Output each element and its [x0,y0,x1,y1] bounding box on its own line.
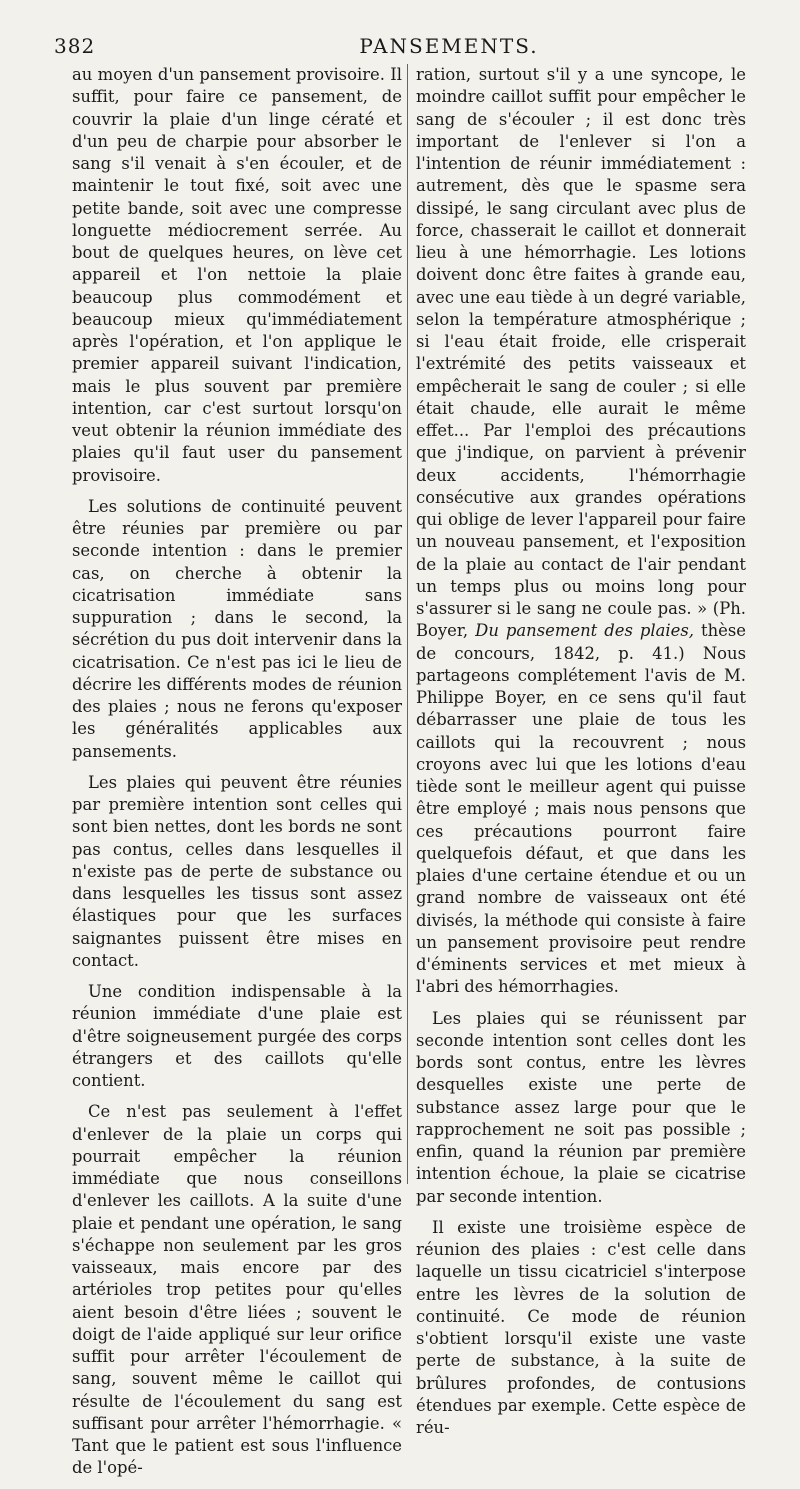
right-column [416,64,746,1448]
paragraph [416,64,746,999]
running-title: PANSEMENTS. [359,34,539,58]
citation-title: Du pansement des plaies, [475,621,694,641]
paragraph: Une condition indispensable à la réunion immédiate d'une plaie est d'être soigneusement purgée des corps étrangers et des caillots qu'elle contient. [72,982,402,1090]
paragraph-text: ration, surtout s'il y a une syncope, le moindre caillot suffit pour empêcher le sang de s'écouler ; il est donc très important de l'enlever si l'on a l'intention de réunir immédiatement : autrement, dès que le spasme sera dissipé, le sang circulant avec plus de force, chasserait le caillot et donnerait lieu à une hémorrhagie. Les lotions doivent donc être faites à grande eau, avec une eau tiède à un degré variable, selon la température atmosphérique ; si l'eau était froide, elle crisperait l'extrémité des petits vaisseaux et empêcherait le sang de couler ; si elle était chaude, elle aurait le même effet... Par l'emploi des précautions que j'indique, on parvient à prévenir deux accidents, l'hémorrhagie consécutive aux grandes opérations qui oblige de lever l'appareil pour faire un nouveau pansement, et l'exposition de la plaie au contact de l'air pendant un temps plus ou moins long pour s'assurer si le sang ne coule pas. » (Ph. Boyer, [416,65,746,641]
paragraph: Les plaies qui se réunissent par seconde intention sont celles dont les bords sont contus, entre les lèvres desquelles existe une perte de substance assez large pour que le rapprochement ne soit pas possible ; enfin, quand la réunion par première intention échoue, la plaie se cicatrise par seconde intention. [416,1008,746,1206]
page-number: 382 [54,34,96,58]
paragraph: Ce n'est pas seulement à l'effet d'enlever de la plaie un corps qui pourrait empêcher la réunion immédiate que nous conseillons d'enlever les caillots. A la suite d'une plaie et pendant une opération, le sang s'échappe non seulement par les gros vaisseaux, mais encore par des artérioles trop petites pour qu'elles aient besoin d'être liées ; souvent le doigt de l'aide appliqué sur leur orifice suffit pour arrêter l'écoulement de sang, souvent même le caillot qui résulte de l'écoulement du sang est suffisant pour arrêter l'hémorrhagie. « Tant que le patient est sous l'influence de l'opé- [72,1102,402,1478]
left-column [72,64,402,1489]
paragraph: Les solutions de continuité peuvent être réunies par première ou par seconde intention : dans le premier cas, on cherche à obtenir la cicatrisation immédiate sans suppuration ; dans le second, la sécrétion du pus doit intervenir dans la cicatrisation. Ce n'est pas ici le lieu de décrire les différents modes de réunion des plaies ; nous ne ferons qu'exposer les généralités applicables aux pansements. [72,496,402,761]
paragraph-text: thèse de concours, 1842, p. 41.) Nous partageons complétement l'avis de M. Philippe Boyer, en ce sens qu'il faut débarrasser une plaie de tous les caillots qui la recouvrent ; nous croyons avec lui que les lotions d'eau tiède sont le meilleur agent qui puisse être employé ; mais nous pensons que ces précautions pourront faire quelquefois défaut, et que dans les plaies d'une certaine étendue et ou un grand nombre de vaisseaux ont été divisés, la méthode qui consiste à faire un pansement provisoire peut rendre d'éminents services et met mieux à l'abri des hémorrhagies. [416,621,746,997]
paragraph: Il existe une troisième espèce de réunion des plaies : c'est celle dans laquelle un tissu cicatriciel s'interpose entre les lèvres de la solution de continuité. Ce mode de réunion s'obtient lorsqu'il existe une vaste perte de substance, à la suite de brûlures profondes, de contusions étendues par exemple. Cette espèce de réu- [416,1217,746,1437]
page-header [54,34,744,64]
paragraph: au moyen d'un pansement provisoire. Il suffit, pour faire ce pansement, de couvrir la plaie d'un linge cératé et d'un peu de charpie pour absorber le sang s'il venait à s'en écouler, et de maintenir le tout fixé, soit avec une petite bande, soit avec une compresse longuette médiocrement serrée. Au bout de quelques heures, on lève cet appareil et l'on nettoie la plaie beaucoup plus commodément et beaucoup mieux qu'immédiatement après l'opération, et l'on applique le premier appareil suivant l'indication, mais le plus souvent par première intention, car c'est surtout lorsqu'on veut obtenir la réunion immédiate des plaies qu'il faut user du pansement provisoire. [72,65,402,485]
paragraph: Les plaies qui peuvent être réunies par première intention sont celles qui sont bien nettes, dont les bords ne sont pas contus, celles dans lesquelles il n'existe pas de perte de substance ou dans lesquelles les tissus sont assez élastiques pour que les surfaces saignantes puissent être mises en contact. [72,772,402,970]
column-divider [407,64,408,1184]
